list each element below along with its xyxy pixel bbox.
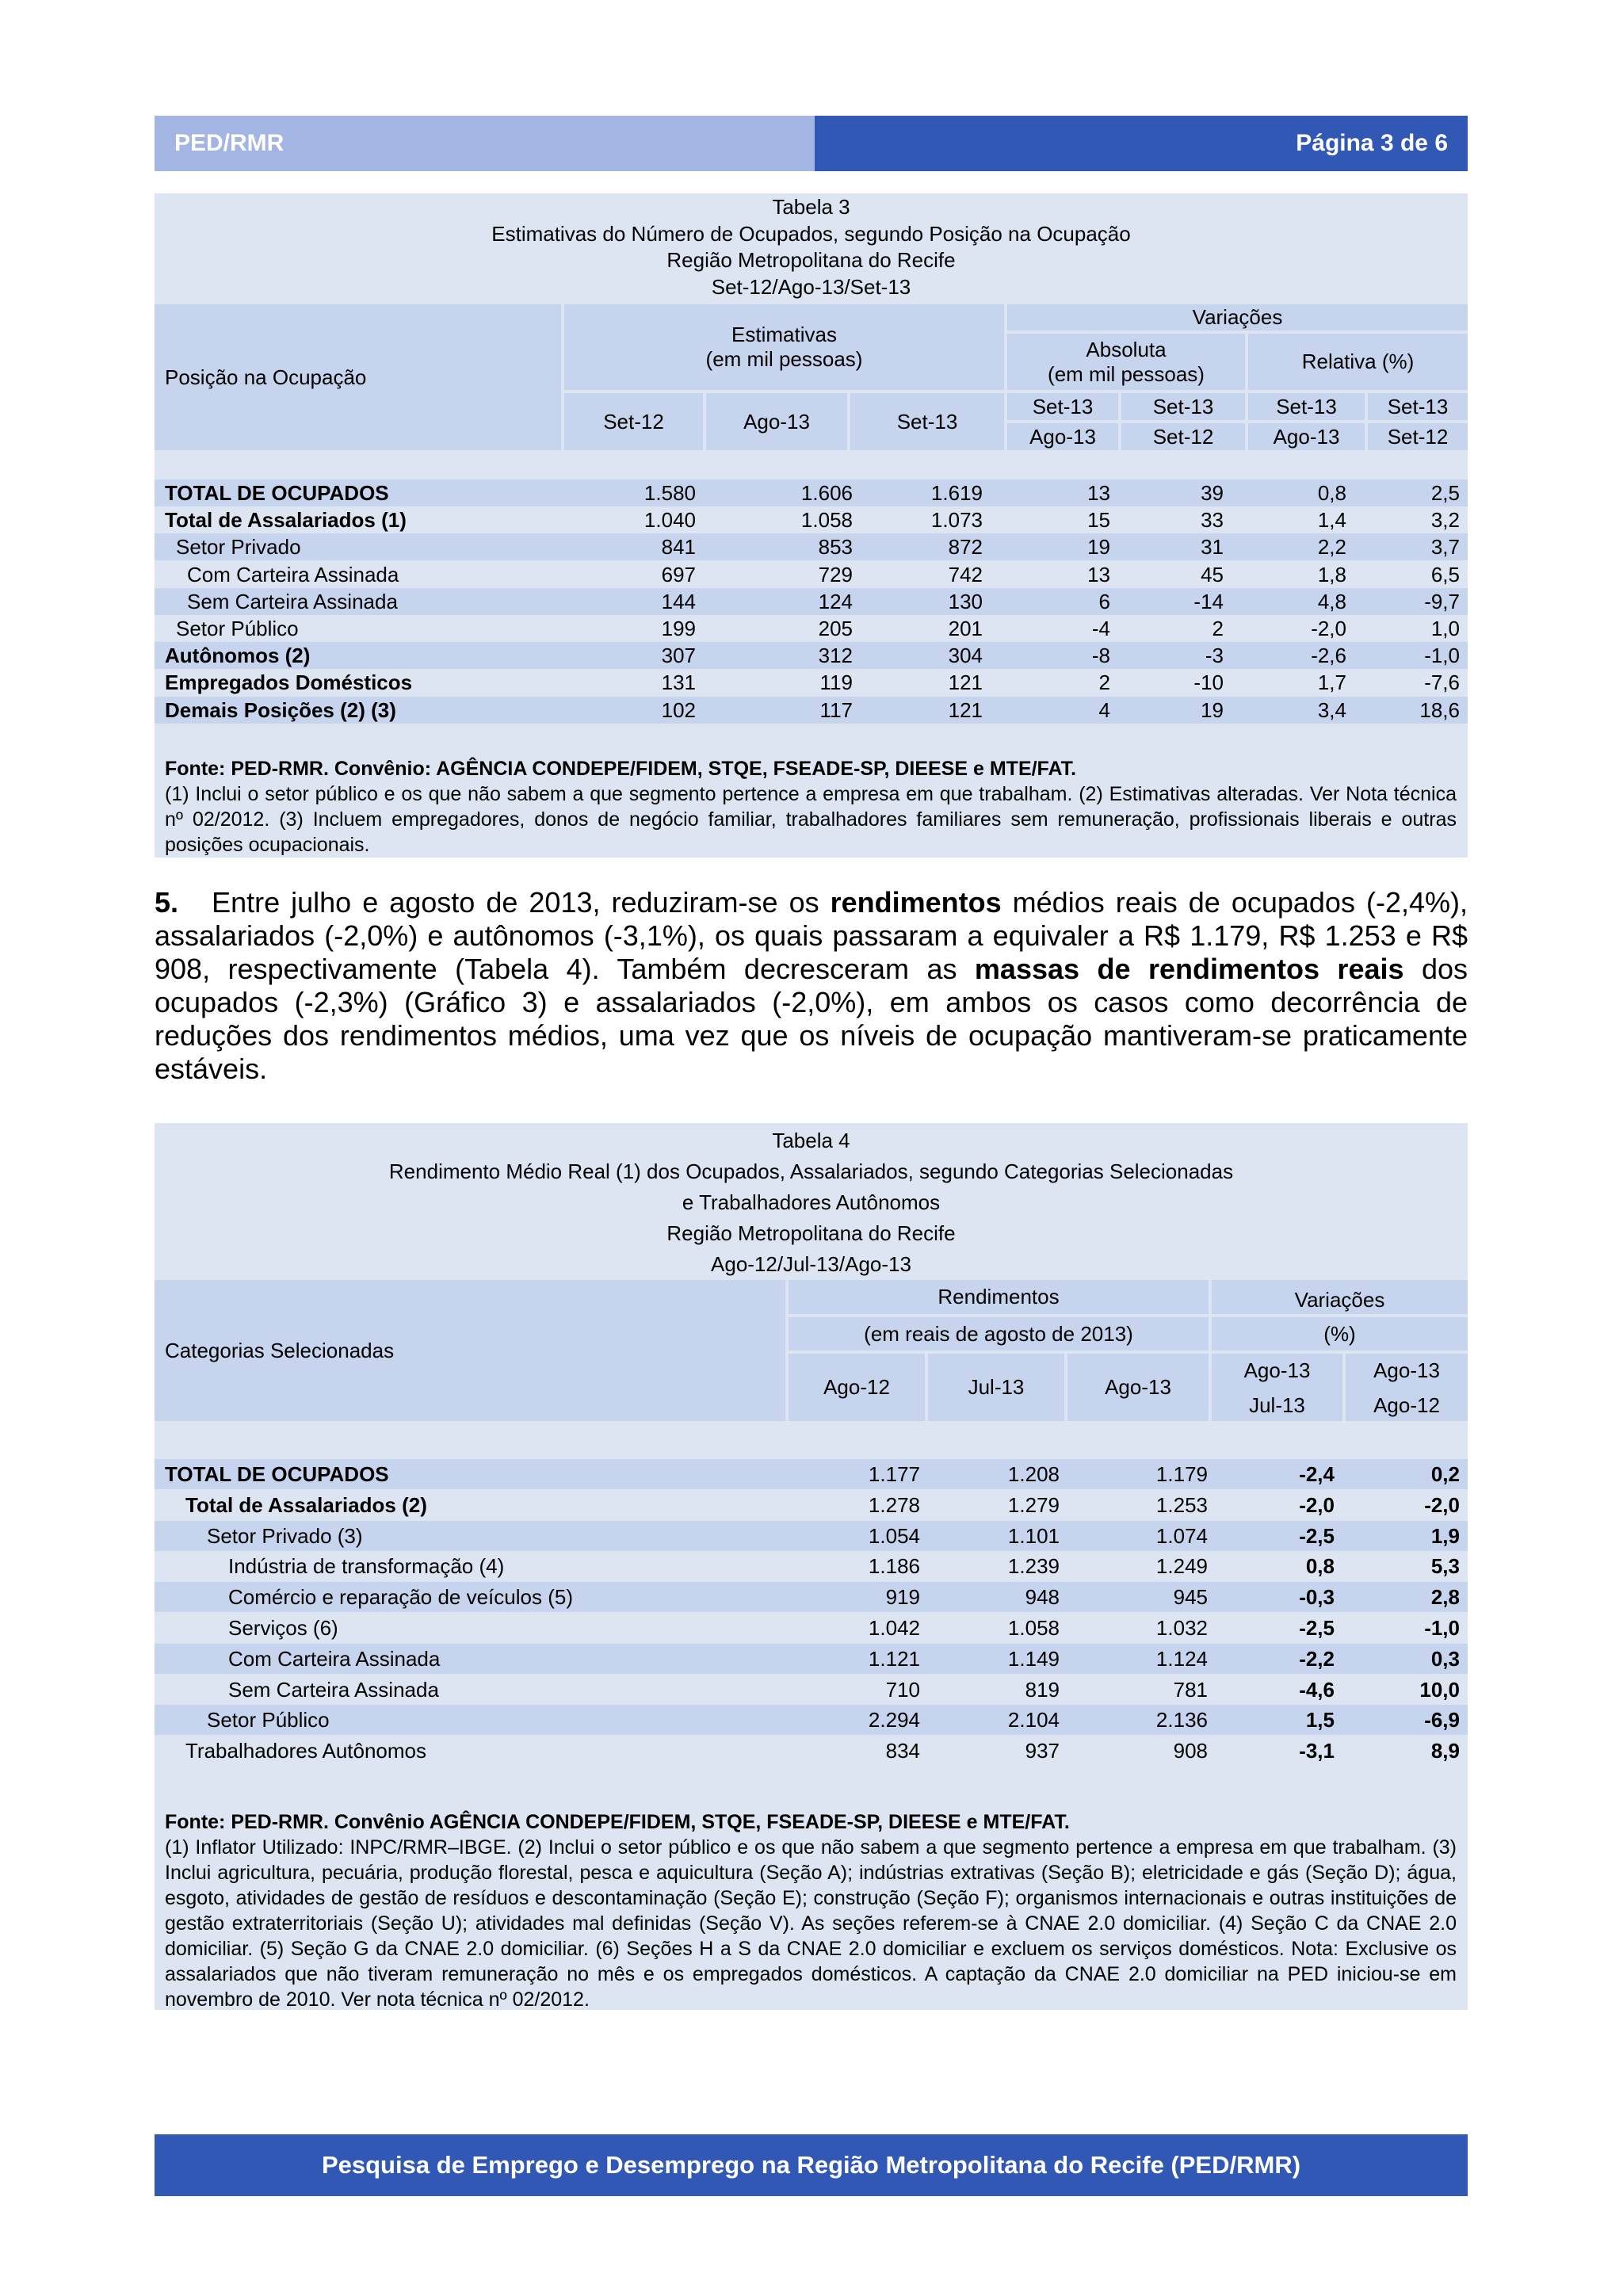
var-header-top: Set-13 bbox=[1121, 393, 1245, 420]
row-value: -3 bbox=[1205, 644, 1224, 668]
row-value: 1.606 bbox=[800, 481, 853, 505]
row-value: 4 bbox=[1098, 697, 1110, 722]
row-value: 121 bbox=[948, 697, 983, 722]
caption-line: Set-12/Ago-13/Set-13 bbox=[711, 274, 911, 299]
row-label: Com Carteira Assinada bbox=[187, 562, 399, 586]
caption-line: e Trabalhadores Autônomos bbox=[682, 1190, 941, 1214]
table-row bbox=[155, 615, 1468, 642]
row-value: 1.580 bbox=[643, 481, 696, 505]
caption-line: Tabela 3 bbox=[772, 195, 850, 219]
row-value: 1.054 bbox=[868, 1523, 920, 1548]
row-value: -8 bbox=[1091, 644, 1110, 668]
row-value: 908 bbox=[1173, 1739, 1208, 1763]
table-3-notes bbox=[165, 756, 1457, 858]
row-value: -2,0 bbox=[1299, 1492, 1335, 1517]
row-value: 307 bbox=[661, 644, 696, 668]
row-label: Indústria de transformação (4) bbox=[228, 1554, 505, 1579]
row-value: 2.104 bbox=[1007, 1708, 1060, 1733]
caption-line: Região Metropolitana do Recife bbox=[666, 248, 956, 272]
var-header-top: Set-13 bbox=[1248, 393, 1365, 420]
row-value: 1.058 bbox=[1007, 1616, 1060, 1640]
row-value: 31 bbox=[1201, 535, 1224, 560]
table-3-caption bbox=[155, 194, 1468, 300]
row-label: Sem Carteira Assinada bbox=[187, 589, 398, 613]
row-value: 3,4 bbox=[1317, 697, 1346, 722]
row-value: -1,0 bbox=[1424, 644, 1460, 668]
table-row bbox=[155, 1613, 1468, 1643]
row-value: 742 bbox=[948, 562, 983, 586]
var-header-bottom: Ago-13 bbox=[1007, 423, 1118, 450]
col-header-rendimentos-unit: (em reais de agosto de 2013) bbox=[789, 1317, 1209, 1350]
row-value: 10,0 bbox=[1419, 1677, 1460, 1702]
col-header-category: Categorias Selecionadas bbox=[155, 1280, 785, 1421]
row-label: Serviços (6) bbox=[228, 1616, 338, 1640]
row-value: 710 bbox=[885, 1677, 920, 1702]
row-value: -2,6 bbox=[1311, 644, 1346, 668]
col-header-rendimentos: Rendimentos bbox=[789, 1280, 1209, 1314]
row-value: 19 bbox=[1201, 697, 1224, 722]
row-value: 2 bbox=[1212, 617, 1224, 640]
row-label: Setor Privado (3) bbox=[207, 1523, 363, 1548]
row-value: 4,8 bbox=[1317, 589, 1346, 613]
row-value: -2,0 bbox=[1424, 1492, 1460, 1517]
row-value: 1,8 bbox=[1317, 562, 1346, 586]
row-value: 1.040 bbox=[643, 508, 696, 533]
row-value: 1.239 bbox=[1007, 1554, 1060, 1579]
row-label: Setor Público bbox=[207, 1708, 330, 1733]
table-row bbox=[155, 479, 1468, 506]
row-label: Trabalhadores Autônomos bbox=[185, 1739, 427, 1763]
col-header-category: Posição na Ocupação bbox=[155, 304, 561, 450]
row-value: -2,0 bbox=[1311, 617, 1346, 640]
row-value: 945 bbox=[1173, 1585, 1208, 1610]
row-value: 119 bbox=[819, 670, 853, 695]
row-value: 853 bbox=[818, 535, 853, 560]
row-label: TOTAL DE OCUPADOS bbox=[165, 1462, 389, 1486]
table-3-source: Fonte: PED-RMR. Convênio: AGÊNCIA CONDEPE/FIDEM, STQE, FSEADE-SP, DIEESE e MTE/FAT. bbox=[165, 758, 1077, 780]
row-value: -10 bbox=[1193, 670, 1224, 695]
row-value: 121 bbox=[948, 670, 983, 695]
paragraph-text: médios reais de ocupados (-2,4%), assalariados (-2,0%) e autônomos (-3,1%), os quais passaram a equivaler a R$ 1.179, R$ 1.253 e R$ 908, respectivamente (Tabela 4). Também decresceram as bbox=[155, 886, 1468, 985]
row-value: 19 bbox=[1087, 535, 1110, 560]
caption-line: Região Metropolitana do Recife bbox=[666, 1221, 956, 1245]
table-row bbox=[155, 642, 1468, 669]
row-value: 312 bbox=[818, 644, 853, 668]
row-value: 3,2 bbox=[1430, 508, 1460, 533]
row-value: 1.121 bbox=[868, 1646, 920, 1671]
row-value: 1.279 bbox=[1007, 1492, 1060, 1517]
row-label: Autônomos (2) bbox=[165, 644, 311, 668]
table-row bbox=[155, 1736, 1468, 1766]
row-value: 0,3 bbox=[1430, 1646, 1460, 1671]
paragraph-5 bbox=[155, 886, 1468, 1086]
row-value: 1.101 bbox=[1007, 1523, 1060, 1548]
table-row bbox=[155, 561, 1468, 588]
table-row bbox=[155, 1705, 1468, 1735]
row-value: 729 bbox=[818, 562, 853, 586]
row-value: 1,7 bbox=[1317, 670, 1346, 695]
row-value: 1.253 bbox=[1155, 1492, 1208, 1517]
row-value: 1.149 bbox=[1007, 1646, 1060, 1671]
col-header-set12: Set-12 bbox=[564, 393, 703, 450]
row-value: 1.278 bbox=[868, 1492, 920, 1517]
row-value: 2,8 bbox=[1430, 1585, 1460, 1610]
row-value: -3,1 bbox=[1299, 1739, 1335, 1763]
row-value: 1.124 bbox=[1155, 1646, 1208, 1671]
row-value: -4 bbox=[1091, 617, 1110, 640]
table-row bbox=[155, 506, 1468, 533]
row-label: TOTAL DE OCUPADOS bbox=[165, 481, 389, 505]
var-header-top: Ago-13 bbox=[1373, 1358, 1440, 1382]
row-label: Total de Assalariados (2) bbox=[185, 1492, 427, 1517]
row-value: 2.136 bbox=[1155, 1708, 1208, 1733]
table-row bbox=[155, 533, 1468, 560]
table-row bbox=[155, 588, 1468, 615]
table-row bbox=[155, 1582, 1468, 1612]
page-footer: Pesquisa de Emprego e Desemprego na Região Metropolitana do Recife (PED/RMR) bbox=[155, 2134, 1468, 2196]
row-value: 130 bbox=[948, 589, 983, 613]
row-label: Demais Posições (2) (3) bbox=[165, 697, 396, 722]
col-header-ago13: Ago-13 bbox=[1067, 1354, 1209, 1421]
row-value: 144 bbox=[661, 589, 696, 613]
paragraph-bold: massas de rendimentos reais bbox=[974, 953, 1404, 985]
var-header-bottom: Jul-13 bbox=[1249, 1392, 1305, 1417]
row-value: 819 bbox=[1025, 1677, 1060, 1702]
table-row bbox=[155, 1490, 1468, 1520]
col-header-variacoes: Variações bbox=[1212, 1280, 1468, 1314]
header-title: PED/RMR bbox=[155, 116, 815, 171]
var-header-bottom: Ago-12 bbox=[1373, 1392, 1440, 1417]
row-value: -0,3 bbox=[1299, 1585, 1335, 1610]
table-4-caption bbox=[155, 1125, 1468, 1280]
row-value: 13 bbox=[1087, 562, 1110, 586]
row-value: 199 bbox=[661, 617, 696, 640]
row-label: Comércio e reparação de veículos (5) bbox=[228, 1585, 573, 1610]
row-value: 2,5 bbox=[1430, 481, 1460, 505]
row-value: 6 bbox=[1098, 589, 1110, 613]
paragraph-bold: rendimentos bbox=[830, 886, 1002, 919]
row-value: 781 bbox=[1173, 1677, 1208, 1702]
row-value: 6,5 bbox=[1430, 562, 1460, 586]
paragraph-text: dos ocupados (-2,3%) (Gráfico 3) e assalariados (-2,0%), em ambos os casos como decorrência de reduções dos rendimentos médios, uma vez que os níveis de ocupação mantiveram-se praticamente estáveis. bbox=[155, 953, 1468, 1085]
table-4-footnotes: (1) Inflator Utilizado: INPC/RMR–IBGE. (2) Inclui o setor público e os que não sabem a que segmento pertence a empresa em que trabalham. (3) Inclui agricultura, pecuária, produção florestal, pesca e aquicultura (Seção A); indústrias extrativas (Seção B); eletricidade e gás (Seção D); água, esgoto, atividades de gestão de resíduos e descontaminação (Seção E); construção (Seção F); organismos internacionais e outras instituições de gestão extraterritoriais (Seção U); atividades mal definidas (Seção V). As seções referem-se à CNAE 2.0 domiciliar. (4) Seção C da CNAE 2.0 domiciliar. (5) Seção G da CNAE 2.0 domiciliar. (6) Seções H a S da CNAE 2.0 domiciliar e excluem os serviços domésticos. Nota: Exclusive os assalariados que não tiveram remuneração no mês e os empregados domésticos. A captação da CNAE 2.0 domiciliar na PED iniciou-se em novembro de 2010. Ver nota técnica nº 02/2012. bbox=[165, 1836, 1457, 2011]
row-value: 937 bbox=[1025, 1739, 1060, 1763]
row-label: Setor Privado bbox=[176, 535, 301, 560]
row-value: 834 bbox=[885, 1739, 920, 1763]
table-4 bbox=[155, 1123, 1468, 2010]
col-header-variacoes-unit: (%) bbox=[1212, 1317, 1468, 1350]
row-value: -4,6 bbox=[1299, 1677, 1335, 1702]
var-header-top: Set-13 bbox=[1007, 393, 1118, 420]
row-value: 117 bbox=[819, 697, 853, 722]
row-label: Empregados Domésticos bbox=[165, 670, 413, 695]
row-value: 1.074 bbox=[1155, 1523, 1208, 1548]
row-value: -14 bbox=[1193, 589, 1224, 613]
row-value: 1.179 bbox=[1155, 1462, 1208, 1486]
col-header-ago13: Ago-13 bbox=[706, 393, 847, 450]
var-header-bottom: Set-12 bbox=[1121, 423, 1245, 450]
var-header-bottom: Set-12 bbox=[1368, 423, 1468, 450]
row-value: -2,4 bbox=[1299, 1462, 1335, 1486]
var-header-top: Set-13 bbox=[1368, 393, 1468, 420]
col-header-relativa: Relativa (%) bbox=[1248, 334, 1468, 390]
row-value: 2,2 bbox=[1317, 535, 1346, 560]
table-4-notes bbox=[165, 1809, 1457, 2012]
row-value: 1.032 bbox=[1155, 1616, 1208, 1640]
row-value: 2.294 bbox=[868, 1708, 920, 1733]
table-row bbox=[155, 697, 1468, 724]
var-header-bottom: Ago-13 bbox=[1248, 423, 1365, 450]
row-value: 1,4 bbox=[1317, 508, 1346, 533]
row-value: 18,6 bbox=[1419, 697, 1460, 722]
row-value: -2,5 bbox=[1299, 1616, 1335, 1640]
row-value: 1,9 bbox=[1430, 1523, 1460, 1548]
row-value: 1,0 bbox=[1430, 617, 1460, 640]
estimativas-label: Estimativas bbox=[731, 323, 837, 346]
row-value: 948 bbox=[1025, 1585, 1060, 1610]
col-header-absoluta bbox=[1007, 334, 1245, 390]
row-value: 5,3 bbox=[1430, 1554, 1460, 1579]
row-value: 2 bbox=[1098, 670, 1110, 695]
row-value: 697 bbox=[661, 562, 696, 586]
table-3 bbox=[155, 193, 1468, 858]
table-row bbox=[155, 669, 1468, 696]
row-value: -2,5 bbox=[1299, 1523, 1335, 1548]
row-value: 0,8 bbox=[1317, 481, 1346, 505]
row-value: 1.186 bbox=[868, 1554, 920, 1579]
row-value: 1.249 bbox=[1155, 1554, 1208, 1579]
caption-line: Ago-12/Jul-13/Ago-13 bbox=[711, 1252, 911, 1276]
row-value: 1.073 bbox=[930, 508, 983, 533]
row-value: 13 bbox=[1087, 481, 1110, 505]
row-value: 304 bbox=[948, 644, 983, 668]
var-header-1 bbox=[1212, 1354, 1342, 1421]
row-value: 872 bbox=[948, 535, 983, 560]
caption-line: Estimativas do Número de Ocupados, segundo Posição na Ocupação bbox=[491, 221, 1131, 246]
row-value: 1.042 bbox=[868, 1616, 920, 1640]
row-value: -2,2 bbox=[1299, 1646, 1335, 1671]
caption-line: Tabela 4 bbox=[772, 1129, 850, 1152]
estimativas-unit: (em mil pessoas) bbox=[705, 347, 863, 371]
table-4-source: Fonte: PED-RMR. Convênio AGÊNCIA CONDEPE/FIDEM, STQE, FSEADE-SP, DIEESE e MTE/FAT. bbox=[165, 1811, 1070, 1833]
row-value: -1,0 bbox=[1424, 1616, 1460, 1640]
table-3-footnotes: (1) Inclui o setor público e os que não sabem a que segmento pertence a empresa em que trabalham. (2) Estimativas alteradas. Ver Nota técnica nº 02/2012. (3) Incluem empregadores, donos de negócio familiar, trabalhadores familiares sem remuneração, profissionais liberais e outras posições ocupacionais. bbox=[165, 783, 1457, 856]
row-label: Setor Público bbox=[176, 617, 299, 640]
paragraph-text: Entre julho e agosto de 2013, reduziram-se os bbox=[212, 886, 831, 919]
page-header bbox=[155, 116, 1468, 171]
col-header-ago12: Ago-12 bbox=[789, 1354, 925, 1421]
row-value: 33 bbox=[1201, 508, 1224, 533]
absoluta-unit: (em mil pessoas) bbox=[1048, 361, 1205, 386]
row-value: 3,7 bbox=[1430, 535, 1460, 560]
table-row bbox=[155, 1675, 1468, 1705]
paragraph-number: 5. bbox=[155, 886, 179, 919]
row-value: 1.058 bbox=[800, 508, 853, 533]
col-header-estimativas bbox=[564, 304, 1004, 390]
row-value: 919 bbox=[885, 1585, 920, 1610]
table-row bbox=[155, 1644, 1468, 1674]
row-value: -6,9 bbox=[1424, 1708, 1460, 1733]
var-header-2 bbox=[1346, 1354, 1468, 1421]
col-header-variacoes: Variações bbox=[1007, 304, 1468, 330]
row-value: 1.208 bbox=[1007, 1462, 1060, 1486]
row-value: 131 bbox=[661, 670, 696, 695]
row-value: 0,2 bbox=[1430, 1462, 1460, 1486]
row-value: 205 bbox=[818, 617, 853, 640]
row-label: Total de Assalariados (1) bbox=[165, 508, 407, 533]
row-value: 124 bbox=[818, 589, 853, 613]
caption-line: Rendimento Médio Real (1) dos Ocupados, Assalariados, segundo Categorias Selecionadas bbox=[388, 1159, 1234, 1183]
row-value: 102 bbox=[661, 697, 696, 722]
row-value: -9,7 bbox=[1424, 589, 1460, 613]
row-value: 15 bbox=[1087, 508, 1110, 533]
table-row bbox=[155, 1551, 1468, 1581]
absoluta-label: Absoluta bbox=[1086, 337, 1167, 361]
row-value: 1,5 bbox=[1305, 1708, 1335, 1733]
col-header-set13: Set-13 bbox=[850, 393, 1004, 450]
col-header-jul13: Jul-13 bbox=[928, 1354, 1064, 1421]
row-value: 1.619 bbox=[930, 481, 983, 505]
row-value: 1.177 bbox=[868, 1462, 920, 1486]
row-value: 8,9 bbox=[1430, 1739, 1460, 1763]
page-number: Página 3 de 6 bbox=[815, 116, 1468, 171]
row-value: -7,6 bbox=[1424, 670, 1460, 695]
row-label: Sem Carteira Assinada bbox=[228, 1677, 439, 1702]
var-header-top: Ago-13 bbox=[1243, 1358, 1311, 1382]
row-value: 45 bbox=[1201, 562, 1224, 586]
row-label: Com Carteira Assinada bbox=[228, 1646, 441, 1671]
table-row bbox=[155, 1459, 1468, 1489]
table-row bbox=[155, 1521, 1468, 1551]
row-value: 841 bbox=[661, 535, 696, 560]
row-value: 201 bbox=[948, 617, 983, 640]
row-value: 0,8 bbox=[1305, 1554, 1335, 1579]
row-value: 39 bbox=[1201, 481, 1224, 505]
